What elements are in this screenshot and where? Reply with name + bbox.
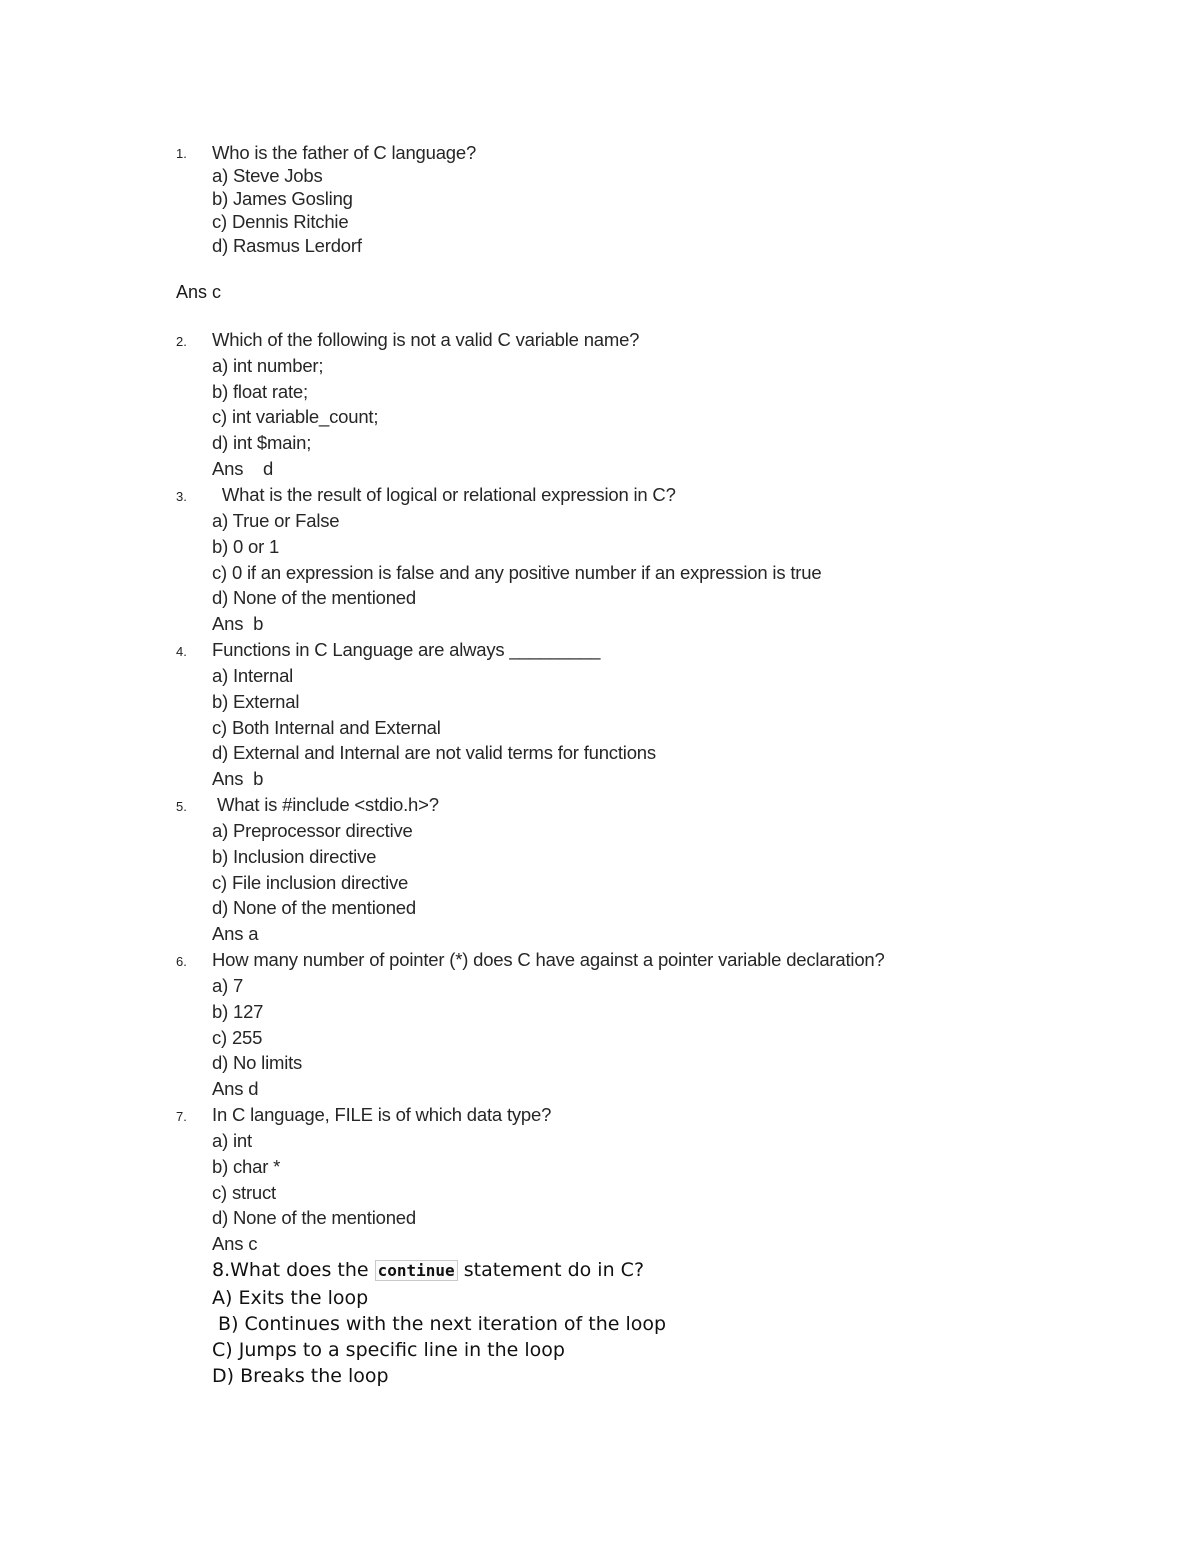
question-number: 2. — [176, 334, 187, 349]
option-a: A) Exits the loop — [212, 1287, 369, 1309]
option-b: b) External — [212, 691, 300, 712]
option-d: d) None of the mentioned — [212, 897, 416, 918]
option-a: a) Preprocessor directive — [212, 820, 413, 841]
question-suffix: statement do in C? — [457, 1259, 645, 1281]
answer: Ans d — [212, 458, 274, 479]
question-number: 4. — [176, 644, 187, 659]
code-keyword: continue — [375, 1260, 458, 1281]
question-text: Functions in C Language are always _________ — [212, 639, 601, 660]
option-c: c) Dennis Ritchie — [212, 211, 349, 232]
question-text: How many number of pointer (*) does C have against a pointer variable declaration? — [212, 949, 885, 970]
option-c: c) Both Internal and External — [212, 717, 441, 738]
answer: Ans c — [212, 1233, 258, 1254]
question-prefix: 8.What does the — [212, 1259, 375, 1281]
option-d: d) No limits — [212, 1052, 303, 1073]
option-b: b) float rate; — [212, 381, 308, 402]
option-c: C) Jumps to a specific line in the loop — [212, 1339, 565, 1361]
option-d: d) None of the mentioned — [212, 1207, 416, 1228]
option-c: c) struct — [212, 1182, 276, 1203]
question-number: 3. — [176, 489, 187, 504]
option-a: a) Steve Jobs — [212, 165, 323, 186]
option-d: d) int $main; — [212, 432, 312, 453]
question-number: 1. — [176, 146, 187, 161]
option-b: b) Inclusion directive — [212, 846, 377, 867]
option-a: a) 7 — [212, 975, 244, 996]
question-text — [212, 1259, 644, 1281]
option-d: d) None of the mentioned — [212, 587, 416, 608]
option-d: d) External and Internal are not valid terms for functions — [212, 742, 656, 763]
option-a: a) int number; — [212, 355, 324, 376]
option-c: c) File inclusion directive — [212, 872, 409, 893]
option-c: c) 0 if an expression is false and any positive number if an expression is true — [212, 562, 822, 583]
question-text: In C language, FILE is of which data type? — [212, 1104, 552, 1125]
question-number: 7. — [176, 1109, 187, 1124]
option-d: D) Breaks the loop — [212, 1365, 389, 1387]
question-text: Which of the following is not a valid C variable name? — [212, 329, 640, 350]
question-text: What is #include <stdio.h>? — [212, 794, 439, 815]
question-number: 6. — [176, 954, 187, 969]
option-a: a) Internal — [212, 665, 294, 686]
option-b: b) 0 or 1 — [212, 536, 280, 557]
question-text: Who is the father of C language? — [212, 142, 477, 163]
answer: Ans b — [212, 613, 264, 634]
option-d: d) Rasmus Lerdorf — [212, 235, 362, 256]
answer: Ans a — [212, 923, 259, 944]
answer: Ans b — [212, 768, 264, 789]
option-a: a) True or False — [212, 510, 340, 531]
question-number: 5. — [176, 799, 187, 814]
option-a: a) int — [212, 1130, 252, 1151]
option-c: c) 255 — [212, 1027, 263, 1048]
option-b: b) char * — [212, 1156, 281, 1177]
option-b: b) 127 — [212, 1001, 264, 1022]
question-text: What is the result of logical or relational expression in C? — [212, 484, 676, 505]
option-b: b) James Gosling — [212, 188, 353, 209]
option-c: c) int variable_count; — [212, 406, 379, 427]
answer: Ans c — [176, 282, 222, 302]
option-b: B) Continues with the next iteration of the loop — [212, 1313, 667, 1335]
answer: Ans d — [212, 1078, 259, 1099]
